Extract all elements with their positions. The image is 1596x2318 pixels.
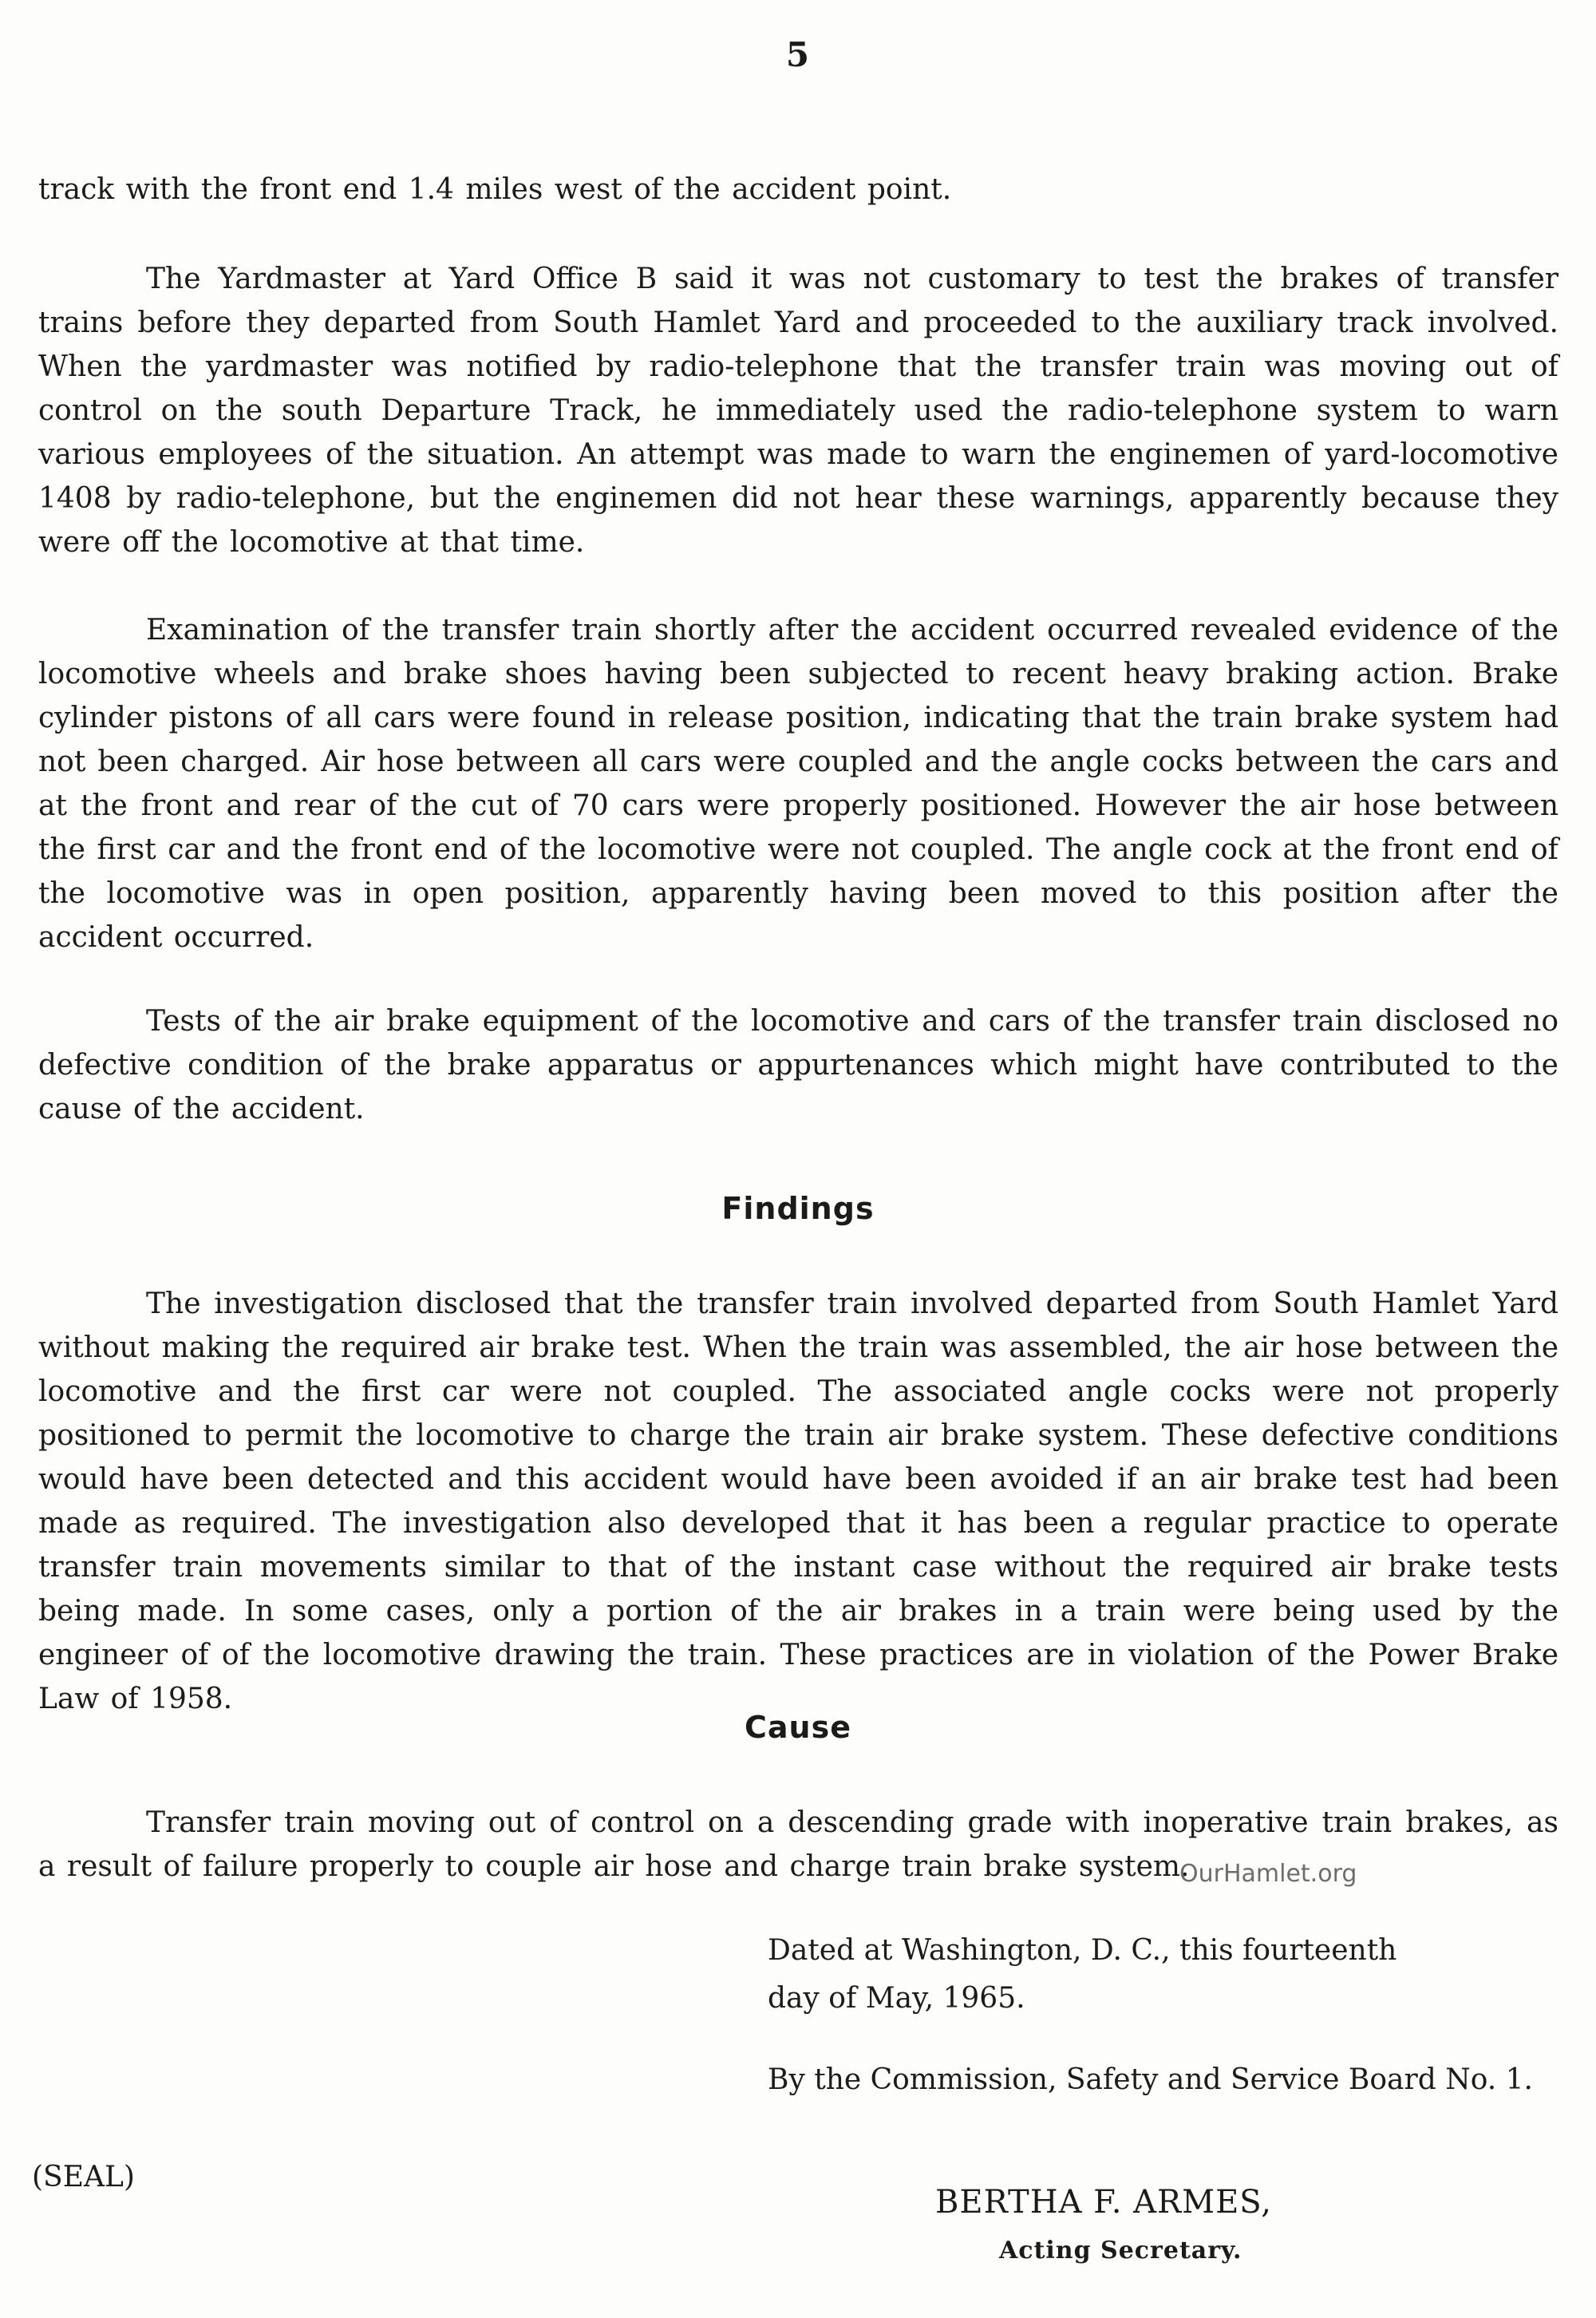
findings-heading: Findings — [721, 1191, 875, 1226]
paragraph-examination: Examination of the transfer train shortly after the accident occurred revealed evidence of the locomotive wheels and brake shoes having been subjected to recent heavy braking action. Brake cylinder pistons of all cars were found in release position, indicating that the train brake system had not been charged. Air hose between all cars were coupled and the angle cocks between the cars and at the front and rear of the cut of 70 cars were properly positioned. However the air hose between the first car and the front end of the locomotive were not coupled. The angle cock at the front end of the locomotive was in open position, apparently having been moved to this position after the accident occurred. — [38, 614, 1558, 954]
findings-paragraph: The investigation disclosed that the transfer train involved departed from South Hamlet Yard without making the required air brake test. When the train was assembled, the air hose between the locomotive and the first car were not coupled. The associated angle cocks were not properly positioned to permit the locomotive to charge the train air brake system. These defective conditions would have been detected and this accident would have been avoided if an air brake test had been made as required. The investigation also developed that it has been a regular practice to operate transfer train movements similar to that of the instant case without the required air brake tests being made. In some cases, only a portion of the air brakes in a train were being used by the engineer of of the locomotive drawing the train. These practices are in violation of the Power Brake Law of 1958. — [38, 1288, 1558, 1715]
page-number: 5 — [785, 35, 811, 74]
cause-heading: Cause — [745, 1710, 851, 1745]
dated-line-2: day of May, 1965. — [768, 1982, 1025, 2015]
seal-label: (SEAL) — [32, 2161, 135, 2193]
dated-line-1: Dated at Washington, D. C., this fourteenth — [768, 1934, 1397, 1967]
signature-title: Acting Secretary. — [999, 2237, 1242, 2265]
watermark: OurHamlet.org — [1179, 1860, 1357, 1888]
paragraph-yardmaster: The Yardmaster at Yard Office B said it was not customary to test the brakes of transfer trains before they departed from South Hamlet Yard and proceeded to the auxiliary track involved. When the yardmaster was notified by radio-telephone that the transfer train was moving out of control on the south Departure Track, he immediately used the radio-telephone system to warn various employees of the situation. An attempt was made to warn the enginemen of yard-locomotive 1408 by radio-telephone, but the enginemen did not hear these warnings, apparently because they were off the locomotive at that time. — [38, 263, 1558, 559]
commission-board-line: By the Commission, Safety and Service Board No. 1. — [768, 2063, 1533, 2096]
paragraph-air-brake-tests: Tests of the air brake equipment of the locomotive and cars of the transfer train disclosed no defective condition of the brake apparatus or appurtenances which might have contributed to the cause of the accident. — [38, 1005, 1558, 1125]
signature-name: BERTHA F. ARMES, — [935, 2184, 1272, 2221]
cause-paragraph: Transfer train moving out of control on a descending grade with inoperative train brakes, as a result of failure properly to couple air hose and charge train brake system. — [38, 1806, 1558, 1883]
paragraph-track-position: track with the front end 1.4 miles west of the accident point. — [38, 173, 952, 206]
